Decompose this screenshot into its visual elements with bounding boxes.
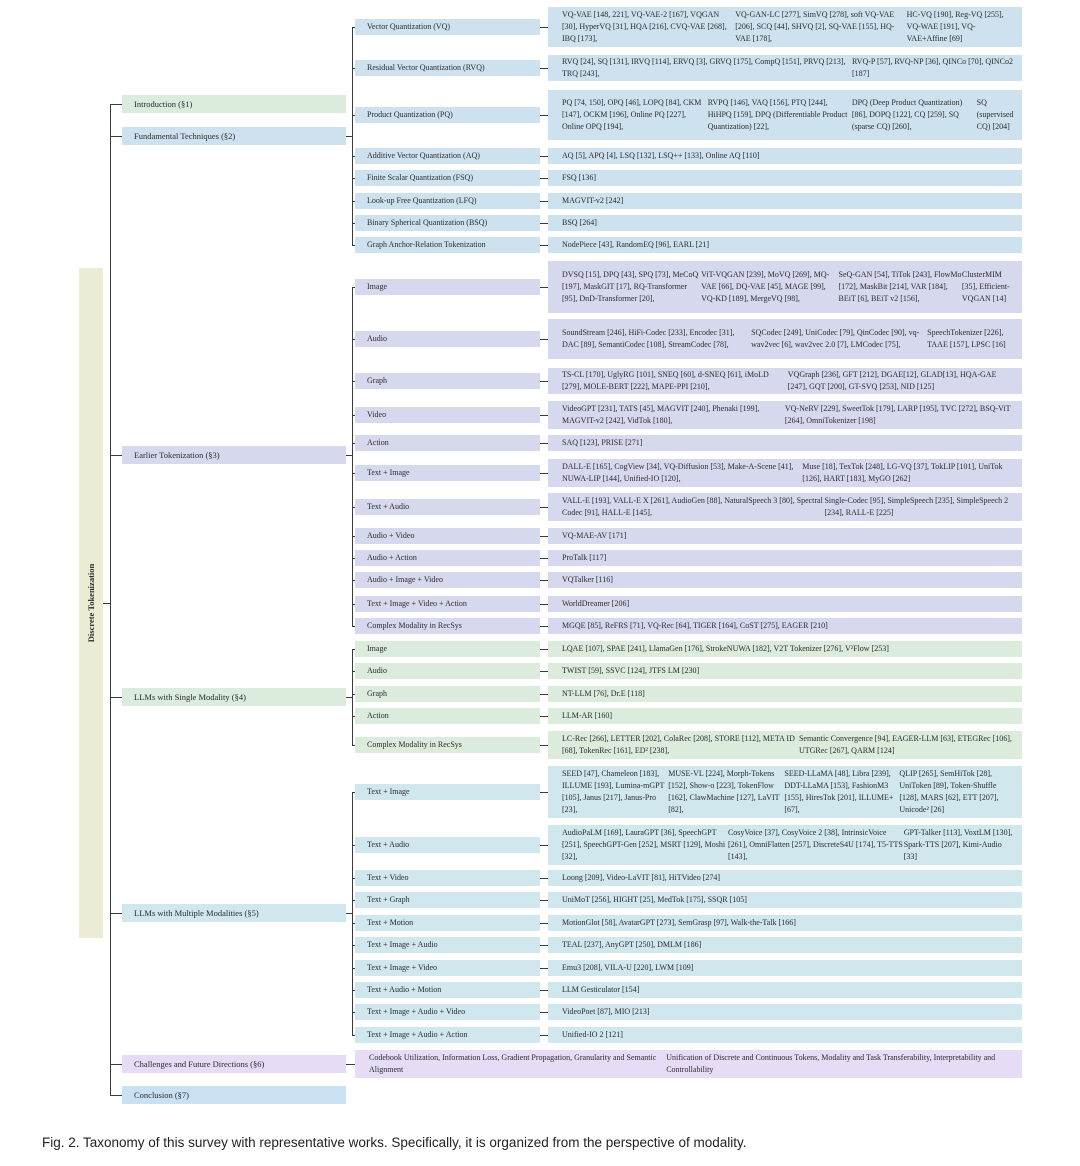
works-line: Semantic Convergence [94], EAGER-LLM [63], ETEGRec [106], UTGRec [267], QARM [124]	[798, 734, 1012, 755]
works-list	[548, 459, 1022, 487]
subcategory-node: Additive Vector Quantization (AQ)	[355, 148, 540, 164]
works-list	[548, 261, 1022, 313]
connector-line	[352, 27, 353, 246]
works-list	[548, 596, 1022, 612]
works-line: VideoGPT [231], TATS [45], MAGVIT [240], Phenaki [199], MAGVIT-v2 [242], VidTok [180],	[562, 404, 760, 425]
connector-line	[540, 287, 548, 288]
works-line: SAQ [123], PRISE [271]	[562, 438, 643, 447]
works-list	[548, 572, 1022, 588]
works-line: MGQE [85], ReFRS [71], VQ-Rec [64], TIGER [164], CoST [275], EAGER [210]	[562, 621, 828, 630]
subcategory-node: Vector Quantization (VQ)	[355, 19, 540, 35]
works-line: RVQ [24], SQ [131], IRVQ [114], ERVQ [3], GRVQ [175], CompQ [151], PRVQ [213], TRQ [243],	[562, 57, 846, 78]
subcategory-node: Graph Anchor-Relation Tokenization	[355, 237, 540, 253]
connector-line	[540, 507, 548, 508]
connector-line	[540, 27, 548, 28]
works-line: HC-VQ [190], Reg-VQ [255], VQ-WAE [191], VQ-VAE+Affine [69]	[906, 10, 1004, 43]
connector-line	[346, 1064, 355, 1065]
works-list	[548, 493, 1022, 521]
connector-line	[540, 473, 548, 474]
works-line: ViT-VQGAN [239], MoVQ [269], MQ-VAE [66], DQ-VAE [45], MAGE [99], VQ-KD [189], MergeVQ [98],	[701, 270, 830, 303]
works-line: ProTalk [117]	[562, 553, 607, 562]
works-line: Emu3 [208], VILA-U [220], LWM [109]	[562, 963, 694, 972]
works-line: DALL-E [165], CogView [34], VQ-Diffusion [53], Make-A-Scene [41], NUWA-LIP [144], Unified-IO [120],	[562, 462, 794, 483]
subcategory-node: Audio	[355, 331, 540, 347]
section-node: LLMs with Multiple Modalities (§5)	[122, 904, 346, 922]
connector-line	[110, 697, 122, 698]
works-list	[548, 368, 1022, 394]
subcategory-node: Product Quantization (PQ)	[355, 107, 540, 123]
connector-line	[540, 245, 548, 246]
connector-line	[110, 104, 122, 105]
connector-line	[540, 716, 548, 717]
section-node: Introduction (§1)	[122, 95, 346, 113]
connector-line	[540, 878, 548, 879]
connector-line	[540, 201, 548, 202]
works-line: NodePiece [43], RandomEQ [96], EARL [21]	[562, 240, 709, 249]
subcategory-node: Residual Vector Quantization (RVQ)	[355, 60, 540, 76]
subcategory-node: Action	[355, 435, 540, 451]
works-list	[548, 708, 1022, 724]
connector-line	[540, 923, 548, 924]
subcategory-node: Text + Motion	[355, 915, 540, 931]
subcategory-node: Text + Audio	[355, 837, 540, 853]
connector-line	[540, 68, 548, 69]
works-line: SQ (supervised CQ) [204]	[976, 98, 1014, 131]
subcategory-node: Action	[355, 708, 540, 724]
works-line: SQCodec [249], UniCodec [79], QinCodec [90], vq-wav2vec [6], wav2vec 2.0 [7], LMCodec [75],	[751, 328, 920, 349]
connector-line	[540, 626, 548, 627]
works-line: TEAL [237], AnyGPT [250], DMLM [186]	[562, 940, 702, 949]
connector-line	[540, 845, 548, 846]
subcategory-node: Image	[355, 279, 540, 295]
works-list	[548, 618, 1022, 634]
works-line: TS-CL [170], UglyRG [101], SNEQ [60], d-SNEQ [61], iMoLD [279], MOLE-BERT [222], MAPE-PPI [210],	[562, 370, 769, 391]
subcategory-node: Complex Modality in RecSys	[355, 618, 540, 634]
works-list	[548, 982, 1022, 998]
subcategory-node: Audio	[355, 663, 540, 679]
works-list	[548, 237, 1022, 253]
works-list	[548, 641, 1022, 657]
works-line: DPQ (Deep Product Quantization) [86], DOPQ [122], CQ [259], SQ (sparse CQ) [260],	[851, 98, 963, 131]
subcategory-node: Complex Modality in RecSys	[355, 737, 540, 753]
works-list	[548, 55, 1022, 81]
works-line: TWIST [59], SSVC [124], JTFS LM [230]	[562, 666, 700, 675]
connector-line	[103, 603, 111, 604]
works-list	[548, 825, 1022, 865]
works-line: NT-LLM [76], Dr.E [118]	[562, 689, 645, 698]
works-list	[548, 937, 1022, 953]
connector-line	[540, 671, 548, 672]
works-line: AudioPaLM [169], LauraGPT [36], SpeechGPT [251], SpeechGPT-Gen [252], MSRT [129], Moshi [32],	[562, 828, 726, 861]
connector-line	[540, 649, 548, 650]
works-line: LQAE [107], SPAE [241], LlamaGen [176], StrokeNUWA [182], V2T Tokenizer [276], V²Flow [253]	[562, 644, 889, 653]
works-list	[548, 435, 1022, 451]
works-line: SEED [47], Chameleon [183], ILLUME [193], Lumina-mGPT [105], Janus [217], Janus-Pro [23],	[562, 769, 665, 814]
subcategory-node: Text + Image + Audio	[355, 937, 540, 953]
connector-line	[110, 136, 122, 137]
works-line: VQ-NeRV [229], SweetTok [179], LARP [195], TVC [272], BSQ-ViT [264], OmniTokenizer [198]	[784, 404, 1011, 425]
works-list	[548, 870, 1022, 886]
works-line: AQ [5], APQ [4], LSQ [132], LSQ++ [133], Online AQ [110]	[562, 151, 760, 160]
works-list	[548, 90, 1022, 140]
works-list	[548, 686, 1022, 702]
section-node: Earlier Tokenization (§3)	[122, 446, 346, 464]
connector-line	[540, 415, 548, 416]
works-line: VQ-VAE [148, 221], VQ-VAE-2 [167], VQGAN [30], HyperVQ [31], HQA [216], CVQ-VAE [268], IBQ [173],	[562, 10, 727, 43]
works-line: WorldDreamer [206]	[562, 599, 630, 608]
works-line: SpeechTokenizer [226], TAAE [157], LPSC [16]	[927, 328, 1006, 349]
works-line: CosyVoice [37], CosyVoice 2 [38], IntrinsicVoice [261], OmniFlatten [257], DiscreteS4U [174], T5-TTS [143],	[727, 828, 903, 861]
works-line: QLIP [265], SemHiTok [28], UniToken [89], Token-Shuffle [128], MARS [62], ETT [207], Unicode² [26]	[899, 769, 999, 814]
subcategory-node: Text + Audio	[355, 499, 540, 515]
connector-line	[540, 178, 548, 179]
subcategory-node: Text + Image + Video + Action	[355, 596, 540, 612]
works-line: VALL-E [193], VALL-E X [261], AudioGen [88], NaturalSpeech 3 [80], Spectral Codec [91], HALL-E [145],	[562, 496, 823, 517]
connector-line	[540, 792, 548, 793]
connector-line	[540, 945, 548, 946]
works-line: MotionGlot [58], AvatarGPT [273], SemGrasp [97], Walk-the-Talk [166]	[562, 918, 796, 927]
works-list	[548, 215, 1022, 231]
subcategory-node: Look-up Free Quantization (LFQ)	[355, 193, 540, 209]
connector-line	[352, 649, 353, 746]
works-line: RVPQ [146], VAQ [156], PTQ [244], HiHPQ [159], DPQ (Differentiable Product Quantization) [22],	[707, 98, 848, 131]
works-line: Unified-IO 2 [121]	[562, 1030, 623, 1039]
connector-line	[540, 339, 548, 340]
subcategory-node: Text + Image + Audio + Video	[355, 1004, 540, 1020]
connector-line	[540, 115, 548, 116]
works-line: MAGVIT-v2 [242]	[562, 196, 624, 205]
works-list	[548, 663, 1022, 679]
works-list	[548, 892, 1022, 908]
works-line: FSQ [136]	[562, 173, 597, 182]
works-line: DVSQ [15], DPQ [43], SPQ [73], MeCoQ [197], MaskGIT [17], RQ-Transformer [95], DnD-Transformer [20],	[562, 270, 699, 303]
works-list	[548, 193, 1022, 209]
section-node: Challenges and Future Directions (§6)	[122, 1055, 346, 1073]
works-line: LLM-AR [160]	[562, 711, 612, 720]
subcategory-node: Audio + Video	[355, 528, 540, 544]
works-list	[548, 170, 1022, 186]
connector-line	[540, 604, 548, 605]
works-line: MUSE-VL [224], Morph-Tokens [152], Show-o [223], TokenFlow [162], ClawMachine [127], LaVIT [82],	[668, 769, 780, 814]
connector-line	[540, 694, 548, 695]
connector-line	[540, 381, 548, 382]
root-label: Discrete Tokenization	[86, 563, 96, 643]
works-line: ClusterMIM [35], Efficient-VQGAN [14]	[961, 270, 1010, 303]
subcategory-node: Text + Image + Video	[355, 960, 540, 976]
subcategory-node: Finite Scalar Quantization (FSQ)	[355, 170, 540, 186]
works-list	[548, 528, 1022, 544]
works-line: VQTalker [116]	[562, 575, 613, 584]
connector-line	[540, 558, 548, 559]
works-line: UniMoT [256], HIGHT [25], MedTok [175], SSQR [105]	[562, 895, 747, 904]
works-line: Single-Codec [95], SimpleSpeech [235], SimpleSpeech 2 [234], RALL-E [225]	[824, 496, 1009, 517]
works-line: VideoPoet [87], MIO [213]	[562, 1007, 650, 1016]
works-line: LC-Rec [266], LETTER [202], ColaRec [208], STORE [112], META ID [68], TokenRec [161], ED² [238],	[562, 734, 795, 755]
section-node: Fundamental Techniques (§2)	[122, 127, 346, 145]
subcategory-node: Audio + Image + Video	[355, 572, 540, 588]
subcategory-node: Text + Image + Audio + Action	[355, 1027, 540, 1043]
subcategory-node: Text + Audio + Motion	[355, 982, 540, 998]
works-list	[548, 1027, 1022, 1043]
section-node: LLMs with Single Modality (§4)	[122, 688, 346, 706]
connector-line	[540, 968, 548, 969]
works-line: VQ-GAN-LC [277], SimVQ [278], soft VQ-VAE [206], SCQ [44], SHVQ [2], SQ-VAE [155], HQ-VAE [178],	[735, 10, 895, 43]
connector-line	[540, 156, 548, 157]
works-list	[548, 960, 1022, 976]
connector-line	[540, 900, 548, 901]
works-list	[548, 731, 1022, 759]
subcategory-node: Text + Image	[355, 784, 540, 800]
challenges-line: Unification of Discrete and Continuous Tokens, Modality and Task Transferability, Interpretability and Controllability	[666, 1053, 996, 1074]
works-list	[548, 148, 1022, 164]
connector-line	[110, 1064, 122, 1065]
connector-line	[540, 1012, 548, 1013]
works-line: SoundStream [246], HiFi-Codec [233], Encodec [31], DAC [89], SemantiCodec [108], StreamCodec [78],	[562, 328, 735, 349]
subcategory-node: Text + Graph	[355, 892, 540, 908]
subcategory-node: Text + Video	[355, 870, 540, 886]
connector-line	[540, 745, 548, 746]
connector-line	[540, 443, 548, 444]
works-list	[548, 915, 1022, 931]
connector-line	[110, 913, 122, 914]
subcategory-node: Binary Spherical Quantization (BSQ)	[355, 215, 540, 231]
challenges-line: Codebook Utilization, Information Loss, Gradient Propagation, Granularity and Semantic Alignment	[369, 1053, 657, 1074]
works-line: GPT-Talker [113], VoxtLM [130], Spark-TTS [207], Kimi-Audio [33]	[903, 828, 1013, 861]
subcategory-node: Text + Image	[355, 465, 540, 481]
works-line: SEED-LLaMA [48], Libra [239], DDT-LLaMA [153], FashionM3 [155], HiresTok [201], ILLUME+ [67],	[784, 769, 894, 814]
section-node: Conclusion (§7)	[122, 1086, 346, 1104]
works-line: Loong [209], Video-LaVIT [81], HiTVideo [274]	[562, 873, 721, 882]
connector-line	[110, 455, 122, 456]
subcategory-node: Video	[355, 407, 540, 423]
works-list	[548, 766, 1022, 818]
connector-line	[352, 287, 353, 627]
connector-line	[110, 1095, 122, 1096]
works-line: VQGraph [236], GFT [212], DGAE[12], GLAD[13], HQA-GAE [247], GQT [200], GT-SVQ [253], NID [125]	[787, 370, 997, 391]
works-list	[548, 401, 1022, 429]
works-line: VQ-MAE-AV [171]	[562, 531, 627, 540]
connector-line	[540, 223, 548, 224]
subcategory-node: Image	[355, 641, 540, 657]
works-list	[548, 7, 1022, 47]
works-list	[548, 550, 1022, 566]
works-line: LLM Gesticulator [154]	[562, 985, 640, 994]
subcategory-node: Graph	[355, 373, 540, 389]
works-line: SeQ-GAN [54], TiTok [243], FlowMo [172], MaskBit [214], VAR [184], BEiT [6], BEiT v2 [156],	[838, 270, 962, 303]
subcategory-node: Audio + Action	[355, 550, 540, 566]
works-list	[548, 319, 1022, 359]
connector-line	[352, 792, 353, 1036]
works-list	[548, 1004, 1022, 1020]
connector-line	[540, 580, 548, 581]
works-line: RVQ-P [57], RVQ-NP [36], QINCo [70], QINCo2 [187]	[851, 57, 1013, 78]
works-line: BSQ [264]	[562, 218, 597, 227]
subcategory-node: Graph	[355, 686, 540, 702]
connector-line	[540, 990, 548, 991]
works-line: Muse [18], TexTok [248], LG-VQ [37], TokLIP [101], UniTok [126], HART [183], MyGO [262]	[802, 462, 1003, 483]
connector-line	[540, 1035, 548, 1036]
connector-line	[540, 536, 548, 537]
figure-caption: Fig. 2. Taxonomy of this survey with representative works. Specifically, it is organized from the perspective of modality.	[42, 1135, 747, 1150]
connector-line	[110, 104, 111, 1096]
works-line: PQ [74, 150], OPQ [46], LOPQ [84], CKM [147], OCKM [196], Online PQ [227], Online OPQ [194],	[562, 98, 702, 131]
challenges-list	[355, 1050, 1022, 1078]
